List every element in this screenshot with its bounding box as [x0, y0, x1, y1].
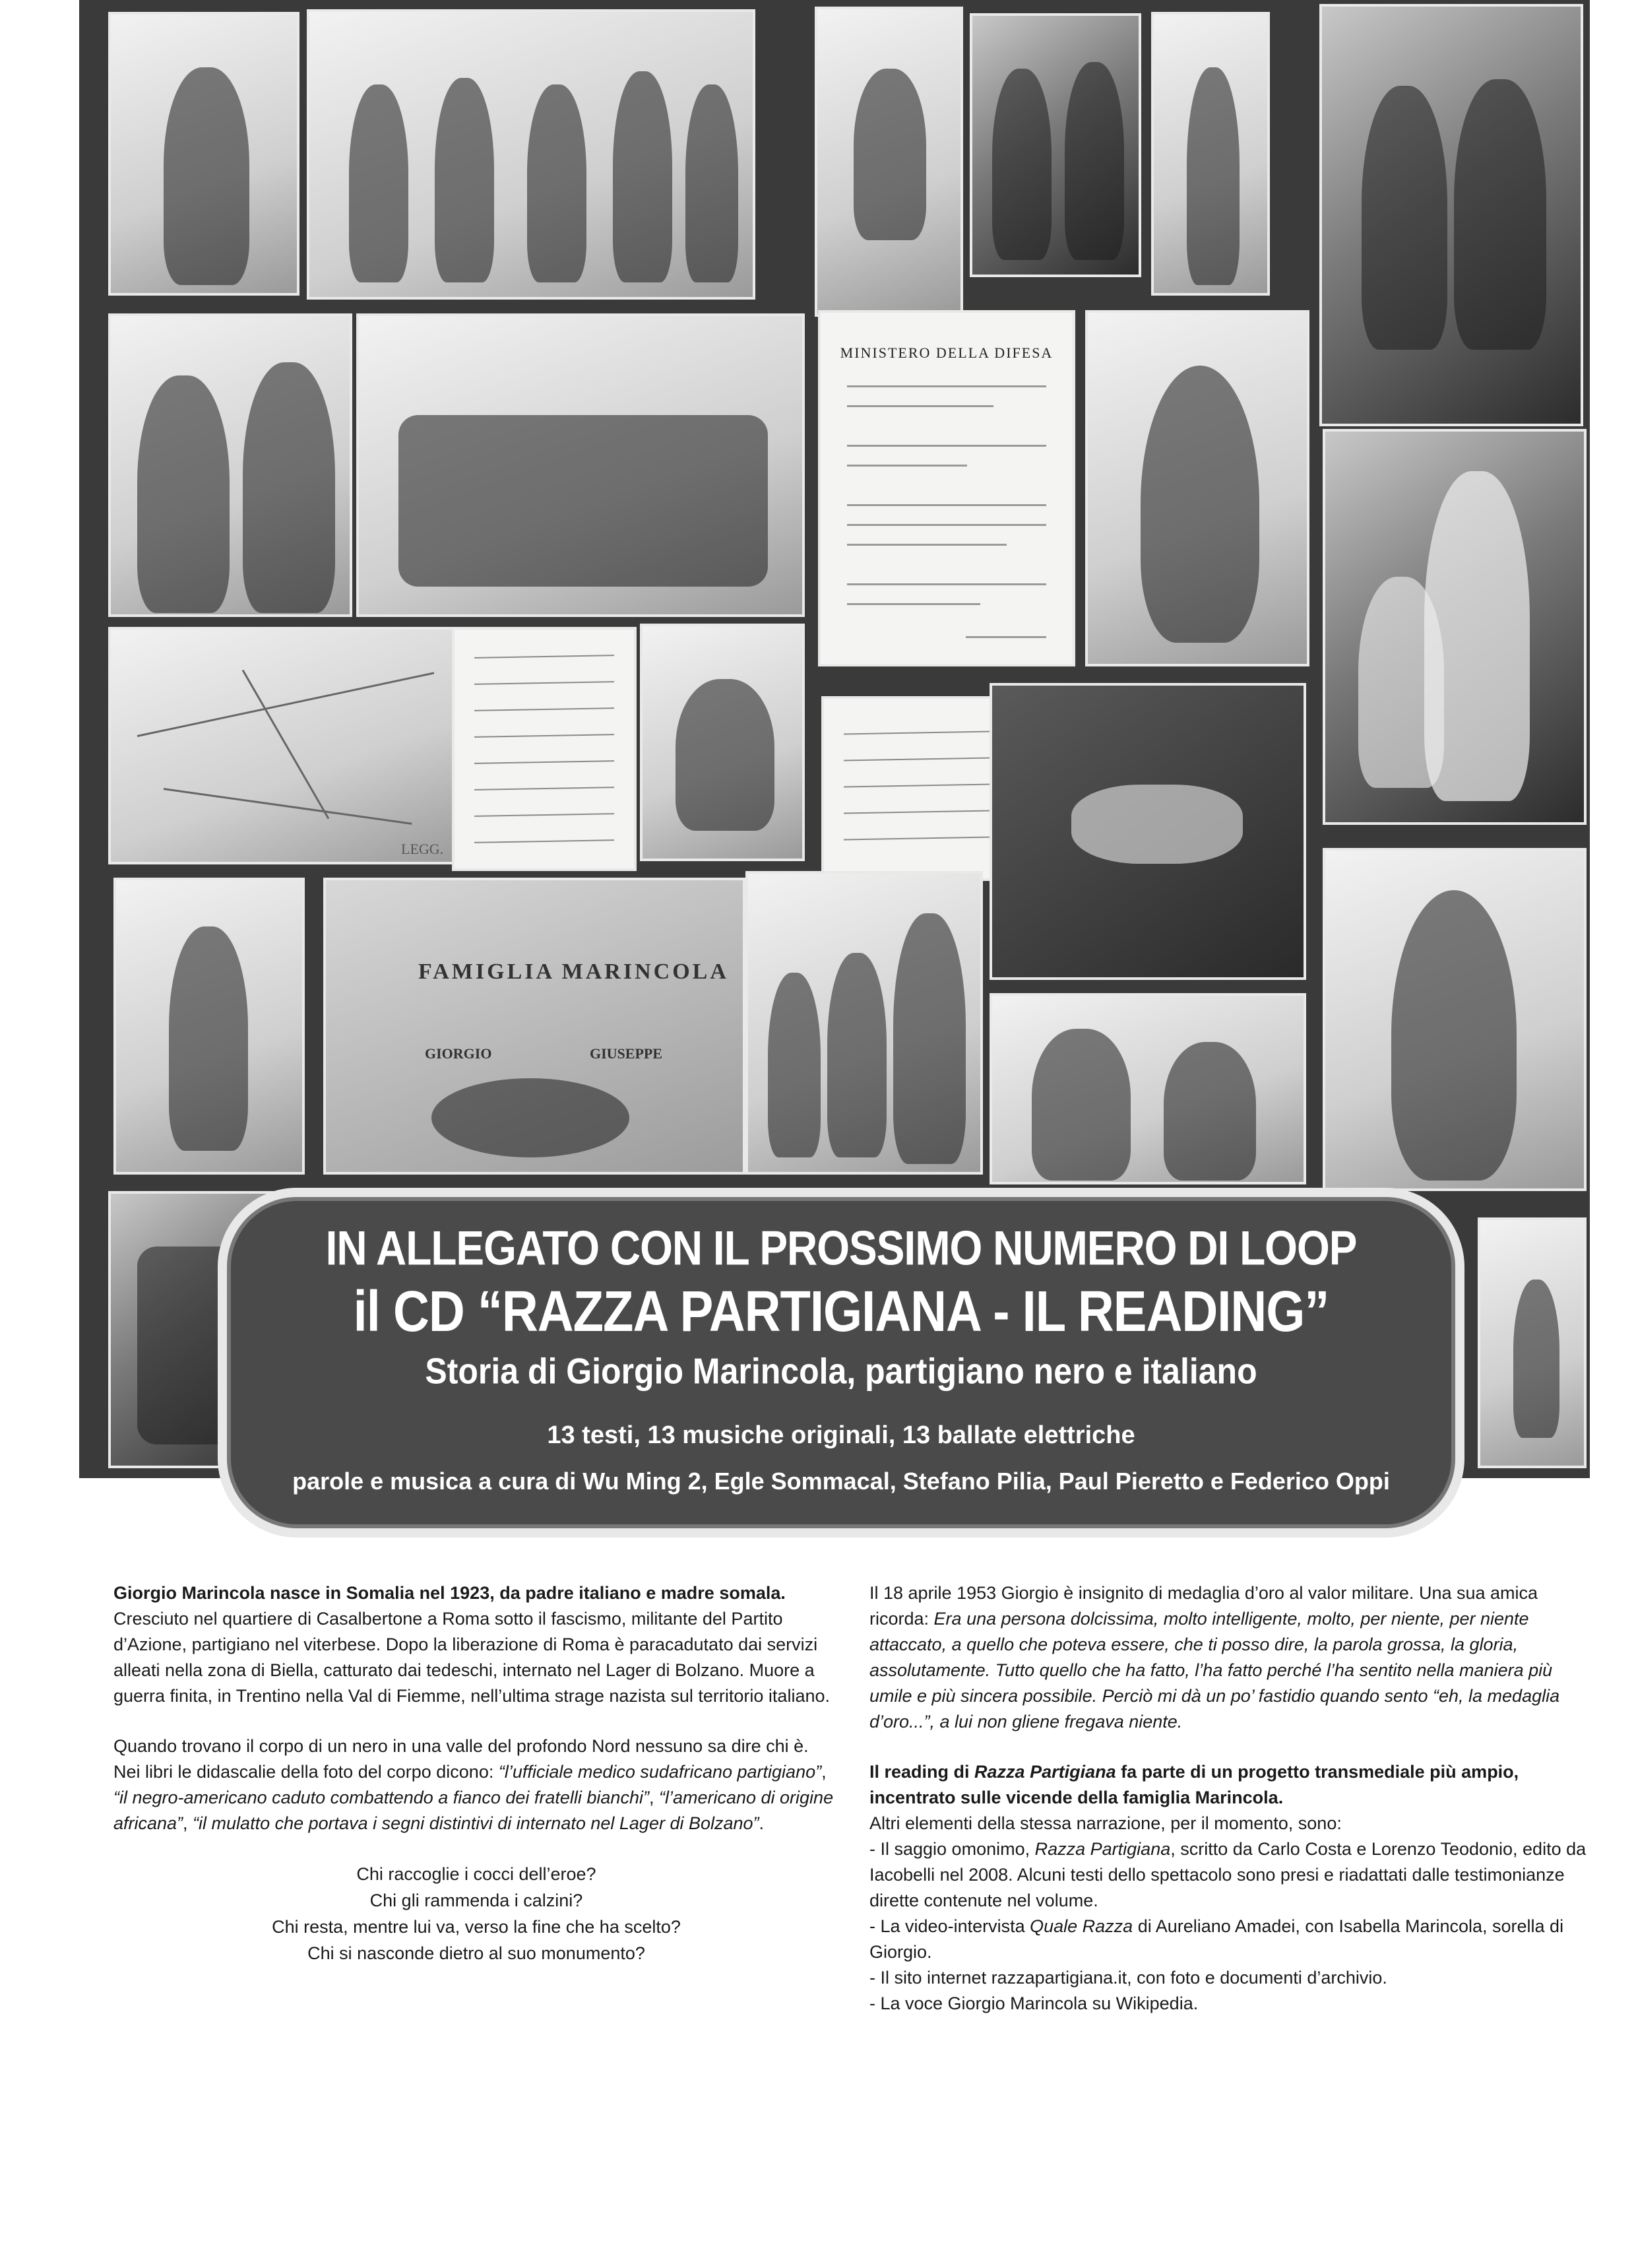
banner-credits: parole e musica a cura di Wu Ming 2, Egle Sommacal, Stefano Pilia, Paul Pieretto e Federico Oppi [292, 1468, 1390, 1495]
photo-partisan-group [307, 9, 755, 300]
photo-family-group [745, 871, 983, 1175]
poem-line: Chi raccoglie i cocci dell’eroe? [356, 1864, 596, 1884]
caption-quote-1: “l’ufficiale medico sudafricano partigiano” [498, 1762, 822, 1782]
biography-text: Cresciuto nel quartiere di Casalbertone a Roma sotto il fascismo, militante del Partito d’Azione, partigiano nel viterbese. Dopo la liberazione di Roma è paracadutato dai servizi alleati nella zona di Biella, catturato dai tedeschi, internato nel Lager di Bolzano. Muore a guerra finita, in Trentino nella Val di Fiemme, nell’ultima strage nazista sul territorio italiano. [113, 1609, 830, 1706]
caption-quote-3: “l’americano di origine africana” [113, 1788, 834, 1833]
photo-soldiers-seated [1319, 4, 1583, 426]
friend-quote: Era una persona dolcissima, molto intelligente, molto, per niente, per niente attaccato, a quello che poteva essere, che ti posso dire, la parola grossa, la gloria, assolutamente. Tutto quello che ha fatto, l’ha fatto perché l’ha sentito nella maniera più umile e più sincera possibile. Perciò mi dà un po’ fastidio quando sento “eh, la medaglia d’oro...”, a lui non gliene fregava niente. [869, 1609, 1560, 1732]
project-list [869, 1836, 1589, 2017]
photo-family-grave [323, 878, 745, 1175]
photo-man-in-white-suit [1151, 12, 1270, 296]
banner-headline: IN ALLEGATO CON IL PROSSIMO NUMERO DI LOOP [325, 1220, 1357, 1276]
grave-name-giuseppe: GIUSEPPE [590, 1045, 663, 1062]
banner-subtitle: Storia di Giorgio Marincola, partigiano nero e italiano [425, 1351, 1257, 1392]
caption-quote-2: “il negro-americano caduto combattendo a fianco dei fratelli bianchi” [113, 1788, 649, 1807]
biography-paragraph [113, 1580, 839, 1709]
photo-body-in-valley [990, 683, 1306, 980]
project-intro: Altri elementi della stessa narrazione, per il momento, sono: [869, 1813, 1342, 1833]
poem [113, 1861, 839, 1966]
photo-man-at-monument [1478, 1217, 1587, 1468]
list-item: - Il saggio omonimo, Razza Partigiana, scritto da Carlo Costa e Lorenzo Teodonio, edito da Iacobelli nel 2008. Alcuni testi dello spettacolo sono presi e riadattati dalle testimonianze dirette contenute nel volume. [869, 1839, 1587, 1910]
photo-child-on-toy-horse [640, 624, 805, 861]
right-column [869, 1580, 1589, 2017]
document-letterhead: MINISTERO DELLA DIFESA [840, 344, 1054, 361]
photo-school-class [356, 313, 805, 617]
photo-couple-portrait [108, 313, 352, 617]
photo-two-men-reading [970, 13, 1141, 277]
photo-boy-portrait [1323, 848, 1587, 1191]
project-paragraph [869, 1759, 1589, 2017]
left-column [113, 1580, 839, 1966]
biography-lead: Giorgio Marincola nasce in Somalia nel 1923, da padre italiano e madre somala. [113, 1583, 786, 1603]
list-item: - Il sito internet razzapartigiana.it, con foto e documenti d’archivio. [869, 1968, 1387, 1988]
list-item: - La voce Giorgio Marincola su Wikipedia. [869, 1993, 1199, 2013]
project-lead: Il reading di Razza Partigiana fa parte di un progetto transmediale più ampio, incentrato sulle vicende della famiglia Marincola. [869, 1762, 1519, 1807]
photo-young-man-glasses [1085, 310, 1309, 666]
caption-quote-4: “il mulatto che portava i segni distintivi di internato nel Lager di Bolzano” [193, 1813, 759, 1833]
photo-child-on-tricycle [815, 7, 963, 317]
photo-woman-and-child [1323, 429, 1587, 825]
photo-old-map [108, 627, 471, 864]
cd-announcement-banner [218, 1188, 1464, 1538]
banner-tracks-info: 13 testi, 13 musiche originali, 13 ballate elettriche [547, 1421, 1135, 1449]
photo-boy-sailor-suit [113, 878, 305, 1175]
document-ministero-difesa [818, 310, 1075, 666]
grave-name-giorgio: GIORGIO [425, 1045, 492, 1062]
photo-man-and-girl [990, 993, 1306, 1184]
poem-line: Chi resta, mentre lui va, verso la fine che ha scelto? [272, 1917, 681, 1937]
poem-line: Chi gli rammenda i calzini? [369, 1891, 583, 1910]
grave-family-label: FAMIGLIA MARINCOLA [418, 959, 729, 984]
list-item: - La video-intervista Quale Razza di Aureliano Amadei, con Isabella Marincola, sorella di Giorgio. [869, 1916, 1564, 1962]
map-legend-label: LEGG. [401, 841, 444, 857]
banner-cd-title: il CD “RAZZA PARTIGIANA - IL READING” [353, 1279, 1329, 1344]
handwritten-letter [452, 627, 637, 871]
photo-woman-with-hat [108, 12, 299, 296]
captions-paragraph: Quando trovano il corpo di un nero in una valle del profondo Nord nessuno sa dire chi è. Nei libri le didascalie della foto del corpo dicono: “l’ufficiale medico sudafricano partigiano”, “il negro-americano caduto combattendo a fianco dei fratelli bianchi”, “l’americano di origine africana”, “il mulatto che portava i segni distintivi di internato nel Lager di Bolzano”. [113, 1736, 834, 1833]
medal-paragraph: Il 18 aprile 1953 Giorgio è insignito di medaglia d’oro al valor militare. Una sua amica ricorda: Era una persona dolcissima, molto intelligente, molto, per niente, per niente attaccato, a quello che poteva essere, che ti posso dire, la parola grossa, la gloria, assolutamente. Tutto quello che ha fatto, l’ha fatto perché l’ha sentito nella maniera più umile e più sincera possibile. Perciò mi dà un po’ fastidio quando sento “eh, la medaglia d’oro...”, a lui non gliene fregava niente. [869, 1583, 1560, 1732]
poem-line: Chi si nasconde dietro al suo monumento? [307, 1943, 645, 1963]
